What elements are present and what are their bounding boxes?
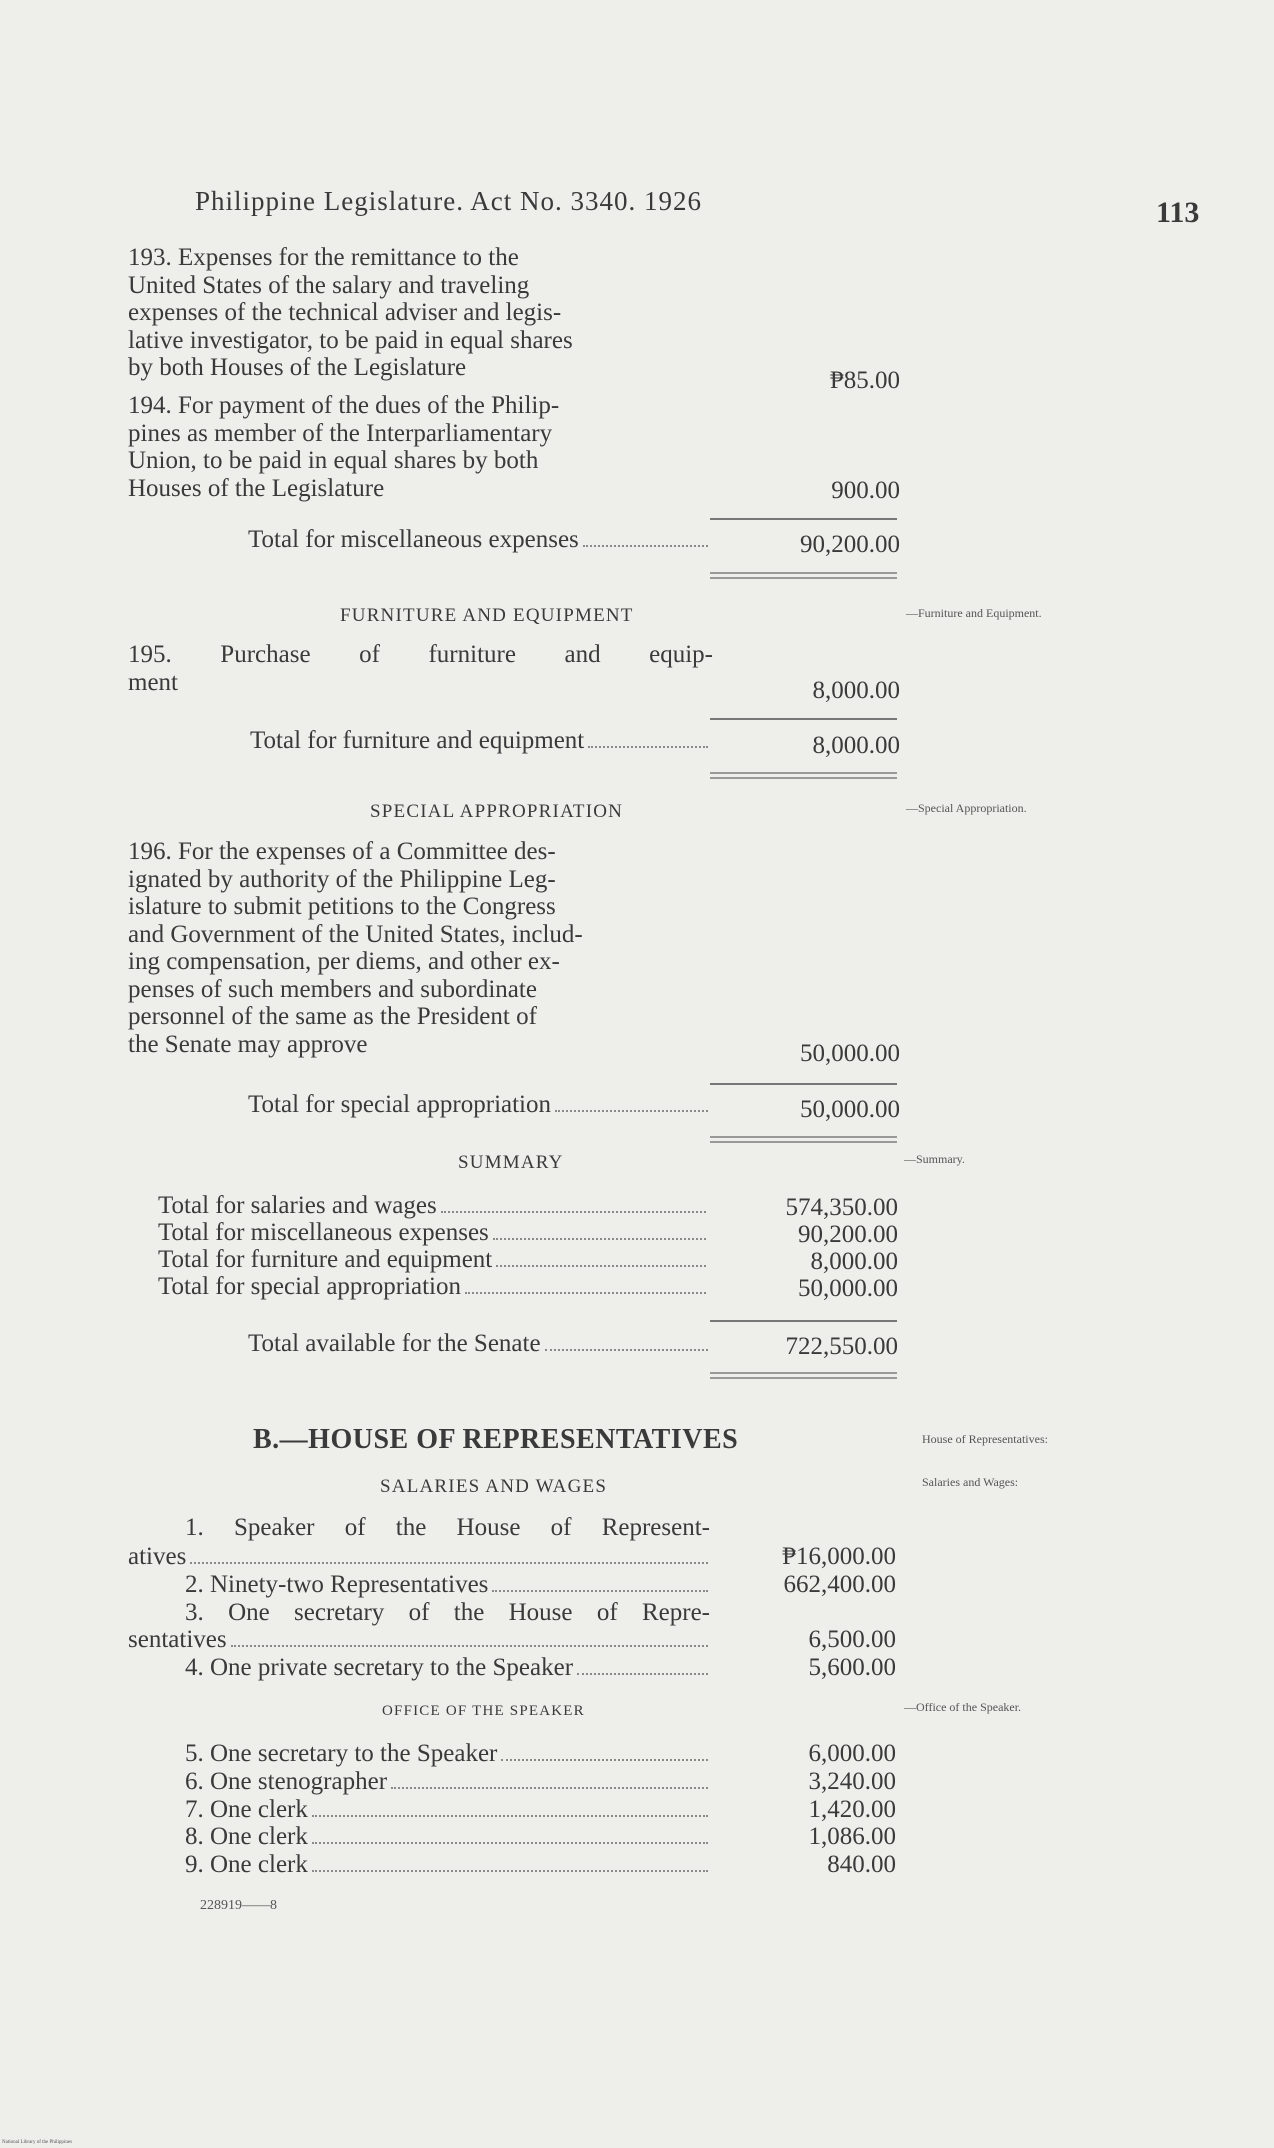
house-item-4-amount: 5,600.00 bbox=[808, 1654, 896, 1681]
summary-amount: 8,000.00 bbox=[810, 1248, 898, 1275]
text-line: ing compensation, per diems, and other ex- bbox=[128, 948, 560, 975]
text-line: personnel of the same as the President of bbox=[128, 1003, 537, 1030]
item-195 bbox=[128, 641, 713, 696]
house-item-4: 4. One private secretary to the Speaker bbox=[185, 1654, 710, 1682]
print-code: 228919——8 bbox=[200, 1898, 277, 1913]
margin-note-house: House of Representatives: bbox=[922, 1432, 1048, 1446]
text-line: penses of such members and subordinate bbox=[128, 975, 537, 1003]
special-total-label: Total for special appropriation bbox=[248, 1091, 710, 1119]
dot-leader bbox=[231, 1645, 708, 1647]
text-line: 193. Expenses for the remittance to the bbox=[128, 244, 519, 271]
running-title: Philippine Legislature. Act No. 3340. 1926 bbox=[195, 186, 702, 216]
office-item: 5. One secretary to the Speaker bbox=[185, 1740, 710, 1768]
item-193 bbox=[128, 244, 713, 382]
item-194-amount: 900.00 bbox=[831, 477, 900, 504]
salaries-heading: SALARIES AND WAGES bbox=[380, 1476, 608, 1497]
dot-leader bbox=[312, 1842, 708, 1844]
text-line: by both Houses of the Legislature bbox=[128, 354, 467, 381]
summary-row: Total for special appropriation bbox=[158, 1273, 708, 1301]
page-number: 113 bbox=[1156, 196, 1200, 229]
summary-amount: 50,000.00 bbox=[798, 1275, 898, 1302]
dot-leader bbox=[588, 746, 708, 748]
house-item-2-amount: 662,400.00 bbox=[783, 1571, 896, 1598]
house-item-2: 2. Ninety-two Representatives bbox=[185, 1571, 710, 1599]
text-line: 196. For the expenses of a Committee des- bbox=[128, 838, 556, 865]
text-line: ment bbox=[128, 668, 178, 696]
dot-leader bbox=[545, 1349, 708, 1351]
office-item-amount: 1,420.00 bbox=[808, 1796, 896, 1823]
dot-leader bbox=[190, 1562, 708, 1564]
house-item-1-line2: atives bbox=[128, 1543, 710, 1571]
summary-row: Total for salaries and wages bbox=[158, 1192, 708, 1220]
sum-rule bbox=[710, 518, 897, 520]
office-item: 8. One clerk bbox=[185, 1823, 710, 1851]
margin-note-summary: —Summary. bbox=[904, 1152, 965, 1166]
office-item: 7. One clerk bbox=[185, 1796, 710, 1824]
special-total-amount: 50,000.00 bbox=[800, 1096, 900, 1123]
dot-leader bbox=[496, 1265, 706, 1267]
office-item: 9. One clerk bbox=[185, 1851, 710, 1879]
office-item-amount: 1,086.00 bbox=[808, 1823, 896, 1850]
item-194 bbox=[128, 392, 713, 502]
dot-leader bbox=[555, 1110, 708, 1112]
margin-note-salaries: Salaries and Wages: bbox=[922, 1475, 1019, 1489]
double-rule bbox=[710, 572, 897, 579]
office-item-amount: 840.00 bbox=[827, 1851, 896, 1878]
house-item-3-line1: 3. One secretary of the House of Repre- bbox=[185, 1599, 710, 1626]
text-line: Houses of the Legislature bbox=[128, 474, 385, 502]
dot-leader bbox=[493, 1238, 706, 1240]
double-rule bbox=[710, 1136, 897, 1143]
text-line: lative investigator, to be paid in equal shares bbox=[128, 326, 573, 354]
senate-grand-total-amount: 722,550.00 bbox=[785, 1333, 898, 1360]
furniture-total-amount: 8,000.00 bbox=[812, 732, 900, 759]
sum-rule bbox=[710, 1083, 897, 1085]
text-line: islature to submit petitions to the Congress bbox=[128, 893, 556, 920]
misc-total-label: Total for miscellaneous expenses bbox=[248, 526, 710, 554]
office-item-amount: 3,240.00 bbox=[808, 1768, 896, 1795]
house-heading: B.—HOUSE OF REPRESENTATIVES bbox=[253, 1424, 739, 1455]
office-heading: OFFICE OF THE SPEAKER bbox=[382, 1703, 585, 1719]
dot-leader bbox=[391, 1787, 708, 1789]
text-line: Union, to be paid in equal shares by both bbox=[128, 447, 539, 474]
text-line: pines as member of the Interparliamentary bbox=[128, 419, 553, 447]
item-196-amount: 50,000.00 bbox=[800, 1040, 900, 1067]
item-195-amount: 8,000.00 bbox=[812, 677, 900, 704]
office-item-amount: 6,000.00 bbox=[808, 1740, 896, 1767]
dot-leader bbox=[312, 1870, 708, 1872]
house-item-3-line2: sentatives bbox=[128, 1626, 710, 1654]
margin-note-special: —Special Appropriation. bbox=[906, 801, 1027, 815]
double-rule bbox=[710, 1372, 897, 1379]
sum-rule bbox=[710, 1320, 897, 1322]
margin-note-furniture: —Furniture and Equipment. bbox=[906, 606, 1042, 620]
summary-amount: 574,350.00 bbox=[785, 1194, 898, 1221]
furniture-total-label: Total for furniture and equipment bbox=[250, 727, 710, 755]
senate-grand-total-label: Total available for the Senate bbox=[248, 1330, 710, 1358]
house-item-1-line1: 1. Speaker of the House of Represent- bbox=[185, 1514, 710, 1541]
dot-leader bbox=[492, 1590, 708, 1592]
office-item: 6. One stenographer bbox=[185, 1768, 710, 1796]
summary-heading: SUMMARY bbox=[458, 1152, 564, 1173]
misc-total-amount: 90,200.00 bbox=[800, 531, 900, 558]
dot-leader bbox=[441, 1211, 706, 1213]
item-193-amount: ₱85.00 bbox=[829, 367, 900, 394]
summary-amount: 90,200.00 bbox=[798, 1221, 898, 1248]
dot-leader bbox=[501, 1759, 708, 1761]
scan-credit: National Library of the Philippines bbox=[2, 2140, 72, 2145]
text-line: ignated by authority of the Philippine Leg- bbox=[128, 865, 556, 893]
special-heading: SPECIAL APPROPRIATION bbox=[370, 801, 624, 822]
text-line: United States of the salary and traveling bbox=[128, 271, 530, 299]
dot-leader bbox=[312, 1815, 708, 1817]
dot-leader bbox=[583, 545, 708, 547]
summary-row: Total for miscellaneous expenses bbox=[158, 1219, 708, 1247]
dot-leader bbox=[577, 1673, 708, 1675]
text-line: expenses of the technical adviser and legis- bbox=[128, 299, 562, 326]
dot-leader bbox=[465, 1292, 706, 1294]
text-line: 194. For payment of the dues of the Philip- bbox=[128, 392, 560, 419]
double-rule bbox=[710, 772, 897, 779]
furniture-heading: FURNITURE AND EQUIPMENT bbox=[340, 605, 634, 626]
margin-note-office: —Office of the Speaker. bbox=[904, 1700, 1022, 1714]
summary-row: Total for furniture and equipment bbox=[158, 1246, 708, 1274]
house-item-1-amount: ₱16,000.00 bbox=[782, 1543, 896, 1570]
text-line: the Senate may approve bbox=[128, 1030, 368, 1058]
house-item-3-amount: 6,500.00 bbox=[808, 1626, 896, 1653]
text-line: 195. Purchase of furniture and equip- bbox=[128, 641, 713, 668]
item-196 bbox=[128, 838, 713, 1058]
sum-rule bbox=[710, 718, 897, 720]
text-line: and Government of the United States, includ- bbox=[128, 920, 583, 948]
